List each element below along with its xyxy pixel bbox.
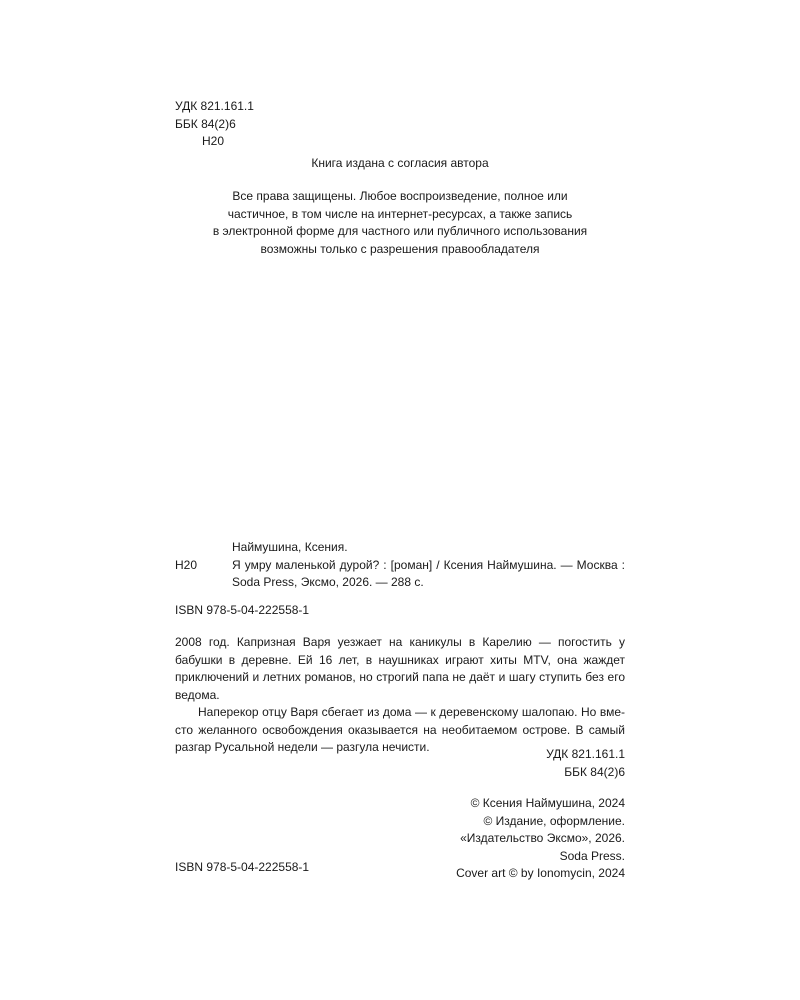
author-sign: Н20	[202, 134, 225, 148]
consent-note	[0, 155, 800, 173]
annotation-paragraph-1: 2008 год. Капризная Варя уезжает на каникулы в Карелию — погостить у бабушки в деревне. Ей 16 лет, в наушниках играют хиты MTV, она жаждет приключений и летних романов, но строгий папа не даёт и шагу ступить без его ведома.	[175, 635, 625, 702]
consent-text: Книга издана с согласия автора	[311, 156, 489, 170]
biblio-publisher-line: Soda Press, Эксмо, 2026. — 288 с.	[232, 575, 424, 589]
bbk-code-right: ББК 84(2)6	[564, 764, 625, 779]
biblio-cipher: Н20	[175, 557, 198, 572]
rights-notice	[0, 188, 800, 258]
isbn-text: ISBN 978-5-04-222558-1	[175, 603, 310, 617]
biblio-title-line: Я умру маленькой дурой? : [роман] / Ксения Наймушина. — Москва :	[232, 557, 625, 572]
copyright-line: Cover art © by Ionomycin, 2024	[456, 866, 625, 880]
isbn-bottom	[175, 859, 309, 877]
annotation-paragraph-2: Наперекор отцу Варя сбегает из дома — к деревенскому шалопаю. Но вместо желанного освобождения оказывается на необитаемом острове. В самый разгар Русальной недели — разгула нечисти.	[175, 705, 625, 754]
bbk-code: ББК 84(2)6	[175, 116, 236, 131]
rights-line: Все права защищены. Любое воспроизведение, полное или	[232, 189, 568, 203]
classification-codes-right	[546, 746, 625, 781]
copyright-line: © Издание, оформление.	[483, 813, 625, 828]
copyright-line: Soda Press.	[559, 848, 625, 863]
isbn-top	[175, 602, 309, 620]
udk-code-right: УДК 821.161.1	[546, 747, 625, 761]
rights-line: возможны только с разрешения правообладателя	[260, 241, 540, 256]
bibliographic-record	[175, 539, 625, 592]
annotation	[175, 634, 625, 757]
rights-line: в электронной форме для частного или публичного использования	[212, 224, 588, 238]
copyright-block	[456, 795, 625, 883]
copyright-line: © Ксения Наймушина, 2024	[470, 796, 625, 810]
biblio-author: Наймушина, Ксения.	[232, 540, 348, 554]
rights-line: частичное, в том числе на интернет-ресурсах, а также запись	[227, 206, 573, 221]
copyright-line: «Издательство Эксмо», 2026.	[460, 831, 625, 845]
udk-code: УДК 821.161.1	[175, 99, 254, 113]
isbn-text: ISBN 978-5-04-222558-1	[175, 860, 310, 874]
classification-codes	[175, 98, 254, 151]
